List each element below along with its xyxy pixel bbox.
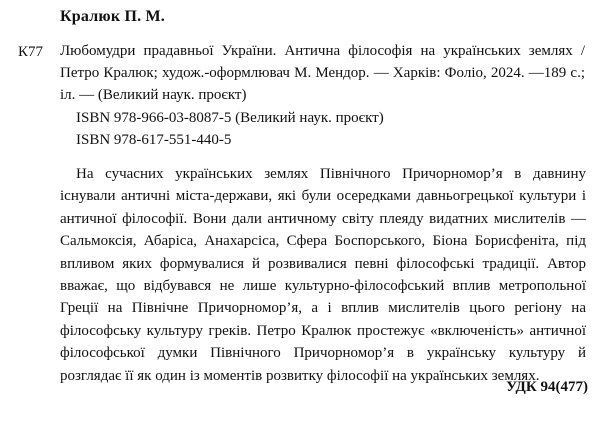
bibliographic-description: Любомудри прадавньої України. Антична філософія на українських землях / Петро Кралюк; худож.-оформлювач М. Мендор. — Харків: Фоліо, 2024. —189 с.; іл. — (Великий наук. проєкт) <box>60 43 585 103</box>
isbn-line-1: ISBN 978-966-03-8087-5 (Великий наук. проєкт) <box>76 110 384 126</box>
classification-code: К77 <box>18 44 44 60</box>
annotation-paragraph: На сучасних українських землях Північного Причорномор’я в давнину існували античні міста-держави, які були осередками давньогрецької культури і античної філософії. Вони дали античному світу плеяду видатних мислителів — Сальмоксія, Абаріса, Анахарсіса, Сфера Боспорського, Біона Борисфеніта, під впливом яких формувалися й розвивалися певні філософські традиції. Автор вважає, що відбувався не лише культурно-філософський вплив метропольної Греції на Північне Причорномор’я, а і вплив мислителів цього регіону на філософську культуру греків. Петро Кралюк простежує «включеність» античної філософської думки Північного Причорномор’я в українську культуру й розглядає її як один із моментів розвитку філософії на українських землях. <box>60 166 586 384</box>
udc-code: УДК 94(477) <box>506 379 588 395</box>
author-heading: Кралюк П. М. <box>60 8 166 25</box>
isbn-line-2: ISBN 978-617-551-440-5 <box>76 132 232 148</box>
